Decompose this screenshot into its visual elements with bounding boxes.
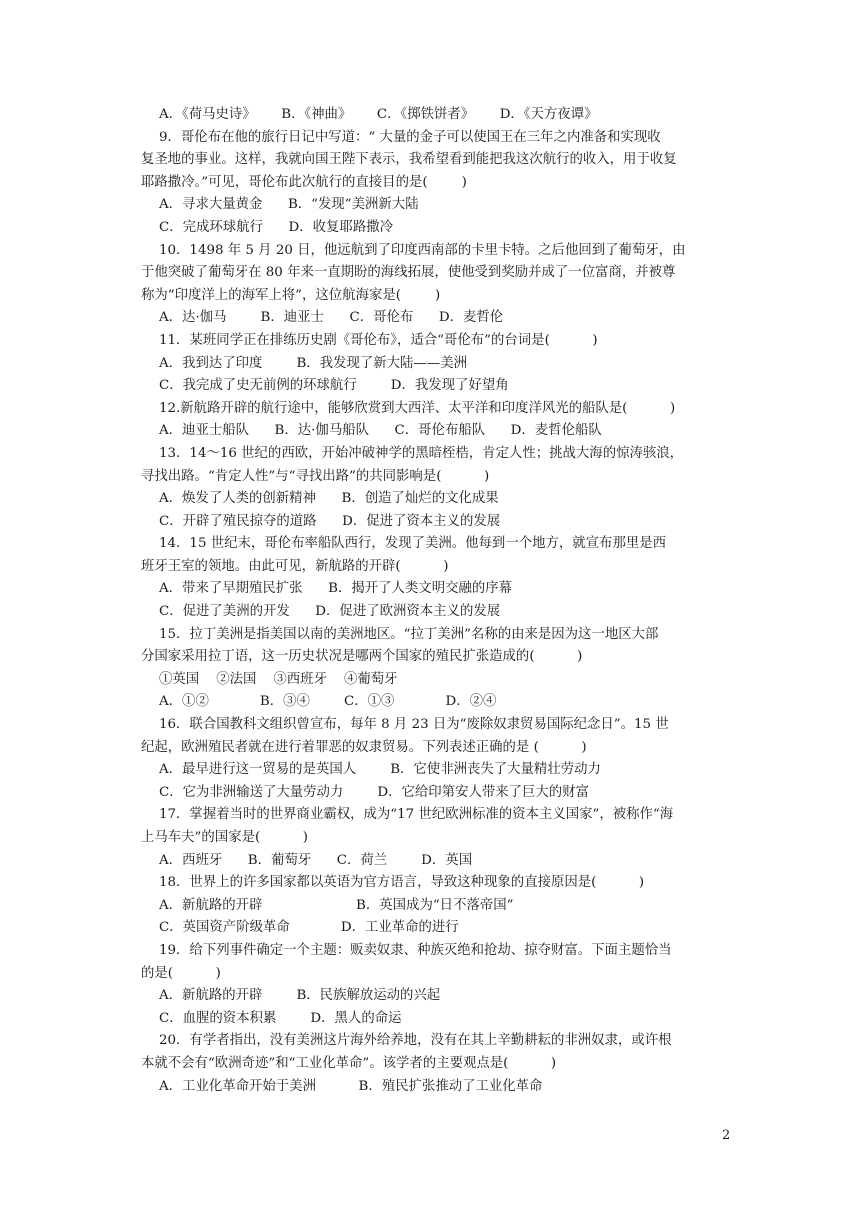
question-text-block <box>141 104 741 1098</box>
text-line: C．促进了美洲的开发 D．促进了欧洲资本主义的发展 <box>159 604 501 620</box>
text-line: A．寻求大量黄金 B．“发现”美洲新大陆 <box>159 197 419 213</box>
text-line: A．西班牙 B．葡萄牙 C．荷兰 D．英国 <box>159 852 473 868</box>
text-line: 15．拉丁美洲是指美国以南的美洲地区。“拉丁美洲”名称的由来是因为这一地区大部 <box>159 626 659 642</box>
text-line: A．新航路的开辟 B．民族解放运动的兴起 <box>159 988 441 1004</box>
text-line: 于他突破了葡萄牙在 80 年来一直期盼的海线拓展，使他受到奖励并成了一位富商，并被尊 <box>141 265 676 281</box>
text-line: A．达·伽马 B．迪亚士 C．哥伦布 D．麦哲伦 <box>159 310 504 326</box>
text-line: A．带来了早期殖民扩张 B．揭开了人类文明交融的序幕 <box>159 581 513 597</box>
text-line: 17．掌握着当时的世界商业霸权，成为“17 世纪欧洲标准的资本主义国家”，被称作“海 <box>159 807 674 823</box>
text-line: 13．14～16 世纪的西欧，开始冲破神学的黑暗桎梏，肯定人性；挑战大海的惊涛骇浪， <box>159 445 684 461</box>
text-line: 寻找出路。“肯定人性”与“寻找出路”的共同影响是( ) <box>141 468 490 484</box>
text-line: 上马车夫”的国家是( ) <box>141 830 308 845</box>
text-line: C．完成环球航行 D．收复耶路撒冷 <box>159 219 393 235</box>
text-line: A．迪亚士船队 B．达·伽马船队 C．哥伦布船队 D．麦哲伦船队 <box>159 423 602 439</box>
text-line: 复圣地的事业。这样，我就向国王陛下表示，我希望看到能把我这次航行的收入，用于收复 <box>141 152 677 168</box>
text-line: 18．世界上的许多国家都以英语为官方语言，导致这种现象的直接原因是( ) <box>159 875 645 891</box>
text-line: 的是( ) <box>141 965 221 981</box>
text-line: A．我到达了印度 B．我发现了新大陆——美洲 <box>159 355 467 371</box>
text-line: C．它为非洲输送了大量劳动力 D．它给印第安人带来了巨大的财富 <box>159 784 589 800</box>
text-line: A．工业化革命开始于美洲 B．殖民扩张推动了工业化革命 <box>159 1078 543 1094</box>
text-line: 11．某班同学正在排练历史剧《哥伦布》，适合“哥伦布”的台词是( ) <box>159 332 598 348</box>
text-line: A．最早进行这一贸易的是英国人 B．它使非洲丧失了大量精壮劳动力 <box>159 762 601 778</box>
text-line: 19．给下列事件确定一个主题：贩卖奴隶、种族灭绝和抢劫、掠夺财富。下面主题恰当 <box>159 942 672 958</box>
text-line: A．①② B．③④ C．①③ D．②④ <box>159 694 497 710</box>
text-line: C．英国资产阶级革命 D．工业革命的进行 <box>159 920 459 936</box>
text-line: ①英国 ②法国 ③西班牙 ④葡萄牙 <box>159 671 398 687</box>
text-line: 20．有学者指出，没有美洲这片海外给养地，没有在其上辛勤耕耘的非洲奴隶，或许根 <box>159 1033 672 1049</box>
text-line: 9．哥伦布在他的旅行日记中写道：“ 大量的金子可以使国王在三年之内准备和实现收 <box>159 129 661 145</box>
text-line: 耶路撒冷。”可见，哥伦布此次航行的直接目的是( ) <box>141 174 467 190</box>
text-line: 10．1498 年 5 月 20 日，他远航到了印度西南部的卡里卡特。之后他回到了葡萄牙，由 <box>159 242 686 258</box>
text-line: C．开辟了殖民掠夺的道路 D．促进了资本主义的发展 <box>159 513 501 529</box>
text-line: A．新航路的开辟 B．英国成为“日不落帝国” <box>159 897 514 913</box>
text-line: 分国家采用拉丁语，这一历史状况是哪两个国家的殖民扩张造成的( ) <box>141 649 583 665</box>
text-line: A．焕发了人类的创新精神 B．创造了灿烂的文化成果 <box>159 491 499 507</box>
text-line: 14．15 世纪末，哥伦布率船队西行，发现了美洲。他每到一个地方，就宣布那里是西 <box>159 536 667 552</box>
text-line: C．血腥的资本积累 D．黑人的命运 <box>159 1010 402 1026</box>
text-line: 16．联合国教科文组织曾宣布，每年 8 月 23 日为“废除奴隶贸易国际纪念日”。15 世 <box>159 717 669 733</box>
text-line: C．我完成了史无前例的环球航行 D．我发现了好望角 <box>159 378 509 394</box>
text-line: 本就不会有“欧洲奇迹”和“工业化革命”。该学者的主要观点是( ) <box>141 1055 557 1071</box>
text-line: 12.新航路开辟的航行途中，能够欣赏到大西洋、太平洋和印度洋风光的船队是( ) <box>159 400 676 416</box>
text-line: 称为“印度洋上的海军上将”，这位航海家是( ) <box>141 287 441 303</box>
text-line: 纪起，欧洲殖民者就在进行着罪恶的奴隶贸易。下列表述正确的是 ( ) <box>141 739 587 755</box>
page-number: 2 <box>722 1128 731 1143</box>
text-line: 班牙王室的领地。由此可见，新航路的开辟( ) <box>141 558 449 574</box>
text-line: A．《荷马史诗》 B．《神曲》 C．《掷铁饼者》 D．《天方夜谭》 <box>159 107 598 122</box>
